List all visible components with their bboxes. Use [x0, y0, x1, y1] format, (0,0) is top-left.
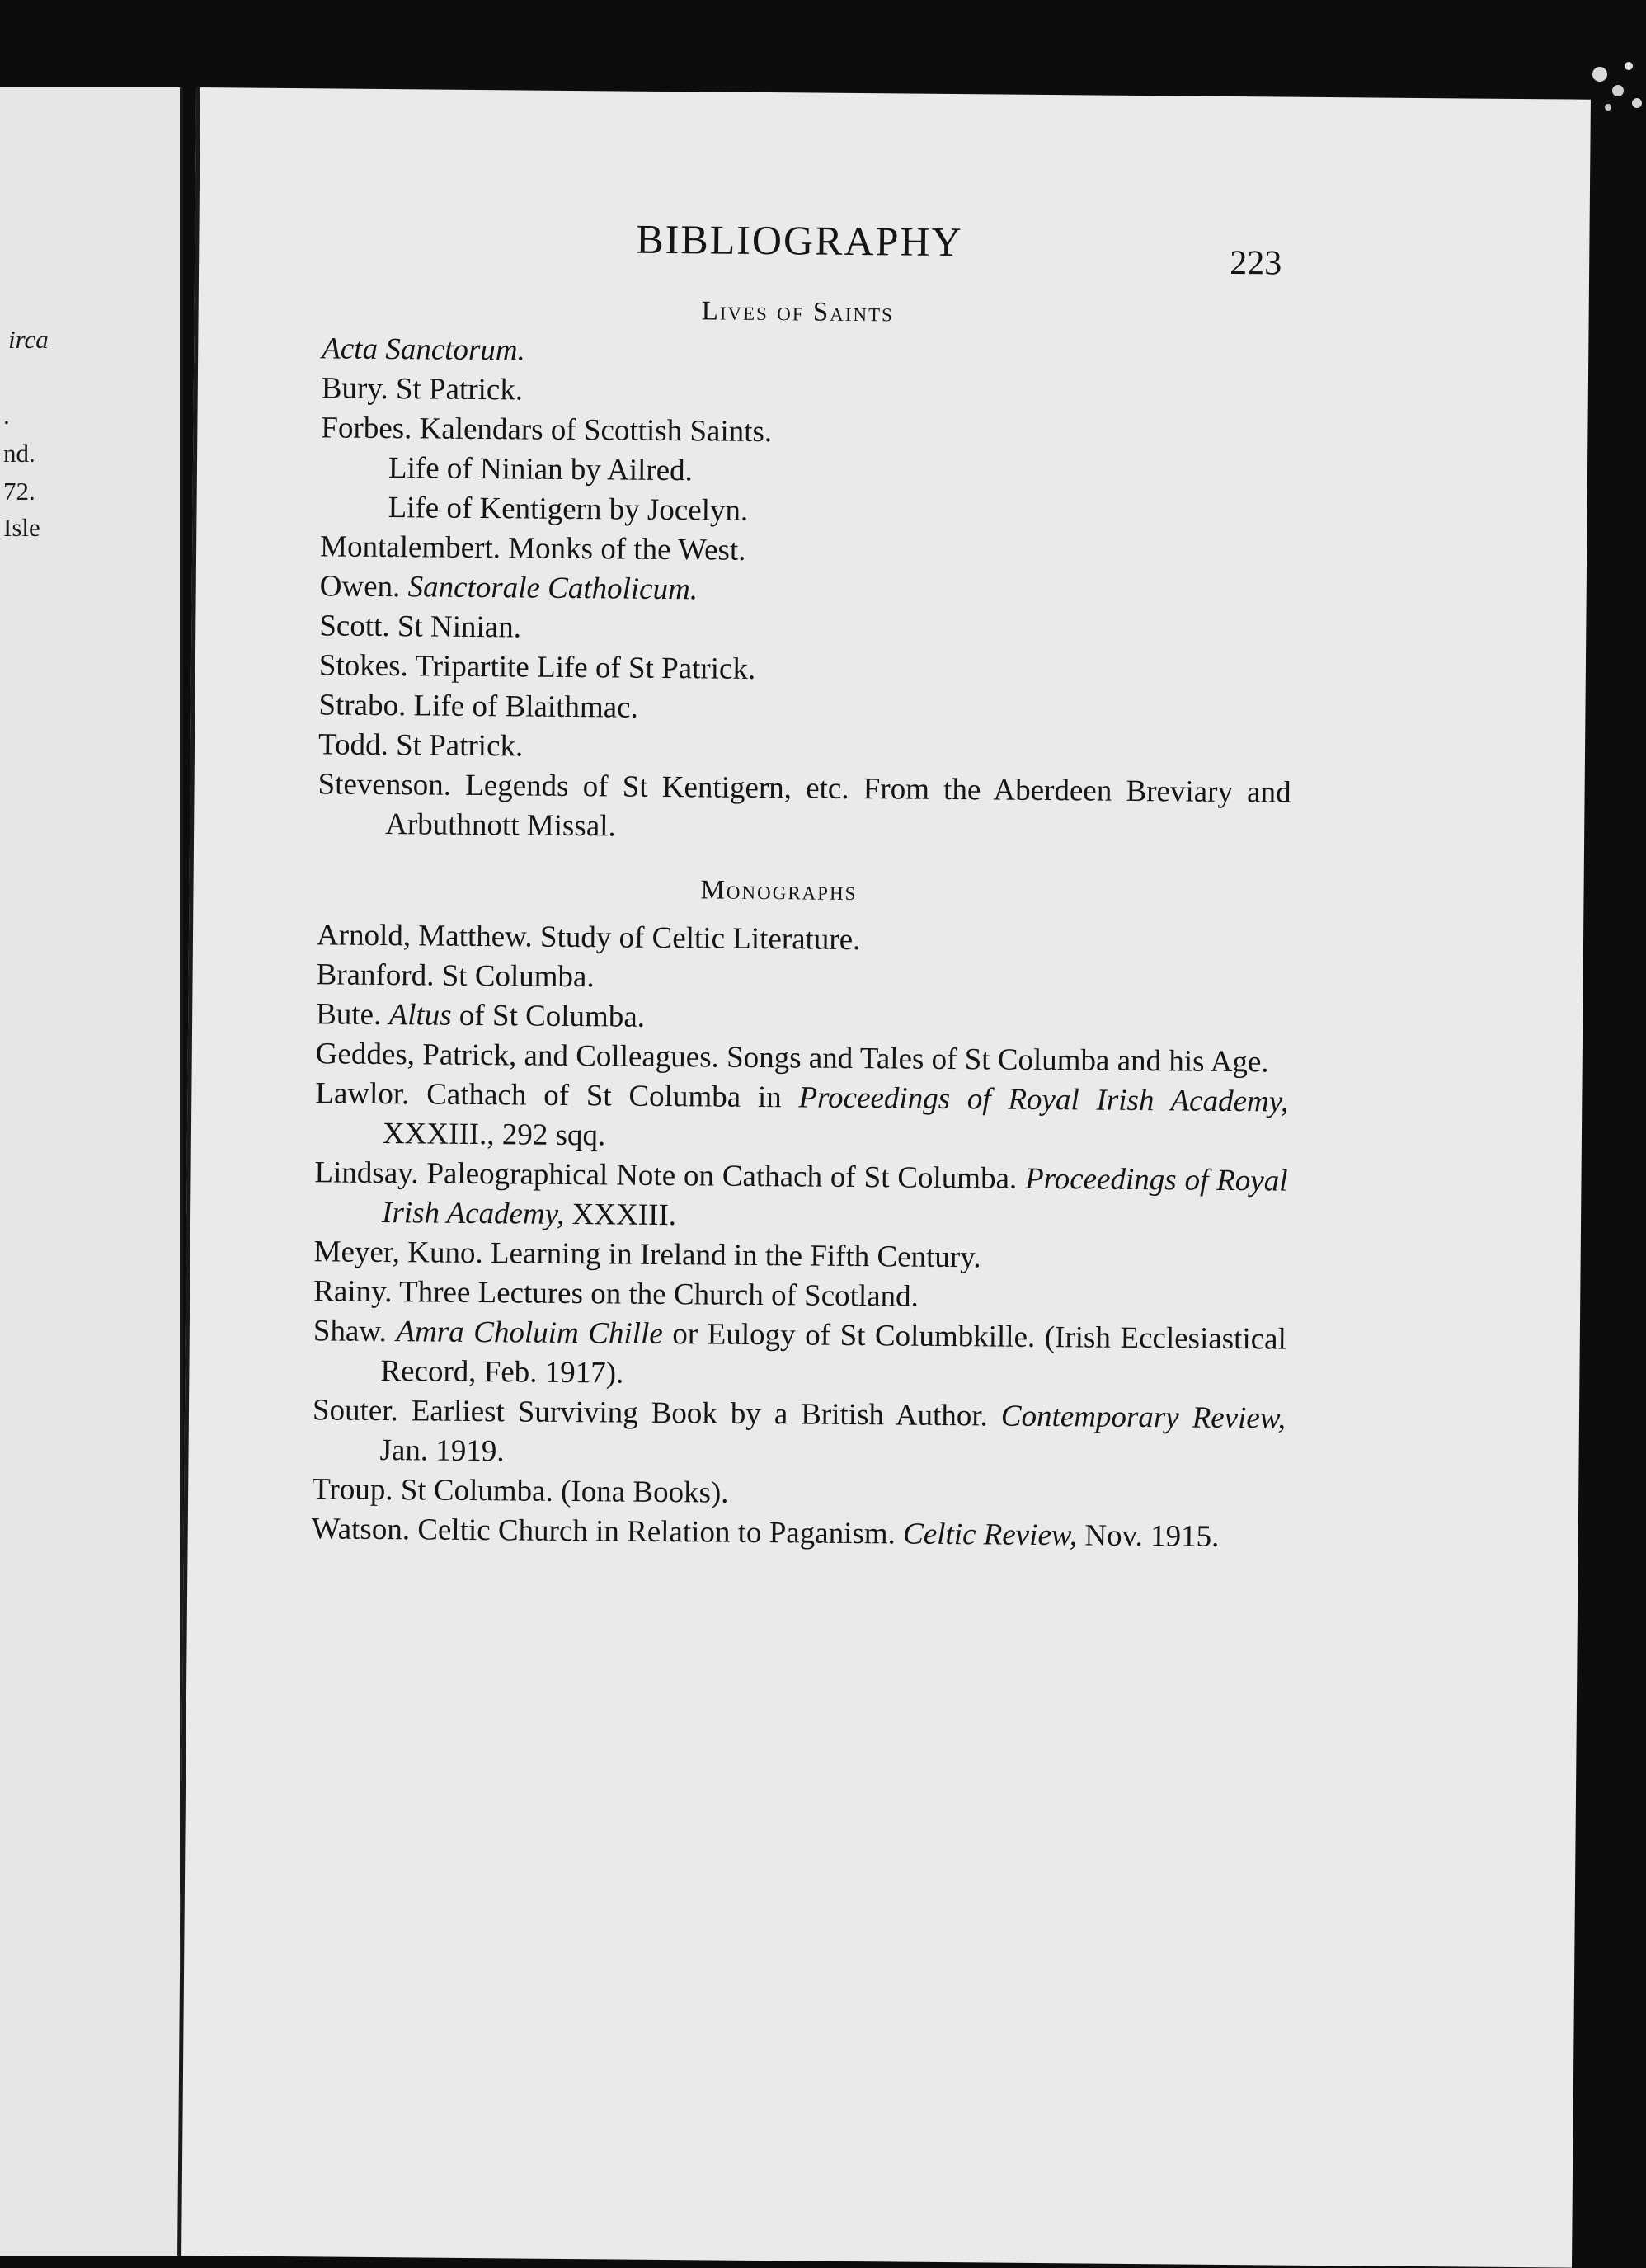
running-head: BIBLIOGRAPHY	[636, 215, 963, 266]
entry-text: of St Columba.	[459, 999, 645, 1034]
entry-text: Three Lectures on the Church of Scotland.	[399, 1275, 919, 1313]
entry-author: Branford.	[316, 958, 434, 992]
entry-title: Proceedings of Royal Irish Academy,	[382, 1162, 1288, 1231]
entry-text: St Patrick.	[396, 372, 524, 407]
entry-author: Bury.	[322, 371, 388, 406]
bibliography-entry	[312, 1390, 1286, 1478]
section-heading-monographs: Monographs	[700, 875, 857, 907]
entry-text: St Columba.	[442, 959, 595, 995]
bibliography-entry	[312, 1509, 1285, 1557]
entry-author: Montalembert.	[320, 529, 501, 565]
scan-speck	[1632, 98, 1642, 108]
entry-title: Amra Choluim Chille	[396, 1315, 663, 1351]
scan-speck	[1612, 85, 1624, 96]
entry-author: Troup.	[312, 1472, 393, 1507]
section-heading-lives-of-saints: Lives of Saints	[701, 296, 894, 328]
entry-text: Tripartite Life of St Patrick.	[415, 649, 755, 686]
entry-text: Celtic Church in Relation to Paganism.	[417, 1513, 896, 1550]
monographs-list	[312, 915, 1291, 1557]
entry-author: Souter.	[313, 1393, 398, 1428]
entry-text: Study of Celtic Literature.	[540, 920, 861, 957]
entry-text: Paleographical Note on Cathach of St Columba.	[426, 1156, 1017, 1195]
entry-text: Kalendars of Scottish Saints.	[419, 412, 772, 449]
entry-text: Life of Ninian by Ailred.	[388, 451, 693, 487]
entry-title: Contemporary Review,	[1001, 1400, 1286, 1436]
entry-author: Strabo.	[318, 688, 406, 722]
entry-text: Earliest Surviving Book by a British Author.	[412, 1394, 988, 1433]
bibliography-entry	[313, 1311, 1286, 1399]
scan-speck	[1625, 62, 1633, 70]
bibliography-entry	[315, 1074, 1289, 1161]
entry-author: Geddes, Patrick, and Colleagues.	[316, 1037, 719, 1074]
entry-text: Monks of the West.	[508, 531, 746, 567]
entry-author: Watson.	[312, 1512, 411, 1546]
entry-text: Legends of St Kentigern, etc. From the Aberdeen Breviary and Arbuthnott Missal.	[385, 769, 1291, 844]
entry-text: Jan. 1919.	[379, 1433, 504, 1468]
entry-text: Nov. 1915.	[1084, 1518, 1219, 1553]
entry-text: or Eulogy of St Columbkille. (Irish Ecclesiastical Record, Feb. 1917).	[380, 1317, 1286, 1390]
entry-text: Songs and Tales of St Columba and his Age.	[727, 1041, 1269, 1080]
lives-of-saints-list	[317, 329, 1295, 852]
entry-text: Cathach of St Columba in	[426, 1077, 782, 1114]
entry-title: Proceedings of Royal Irish Academy,	[798, 1080, 1288, 1118]
entry-author: Stevenson.	[317, 767, 451, 802]
entry-author: Scott.	[319, 609, 390, 643]
left-fragment: .	[3, 402, 10, 428]
bibliography-entry	[317, 765, 1291, 852]
right-page	[177, 87, 1591, 2268]
entry-title: Sanctorale Catholicum.	[407, 570, 698, 606]
entry-text: St Columba. (Iona Books).	[401, 1473, 729, 1509]
entry-author: Shaw.	[313, 1314, 387, 1348]
scan-speck	[1592, 67, 1607, 82]
entry-title: Celtic Review,	[903, 1517, 1077, 1553]
entry-text: XXXIII., 292 sqq.	[383, 1117, 606, 1152]
entry-author: Bute.	[316, 997, 381, 1032]
bibliography-entry	[314, 1153, 1288, 1240]
entry-text: Life of Blaithmac.	[413, 689, 638, 724]
entry-text: Learning in Ireland in the Fifth Century.	[491, 1236, 981, 1274]
entry-author: Rainy.	[313, 1274, 393, 1309]
scan-speck	[1605, 104, 1611, 111]
entry-author: Owen.	[320, 569, 401, 604]
entry-author: Lawlor.	[315, 1076, 409, 1111]
entry-title: Acta Sanctorum.	[322, 332, 525, 367]
left-page-edge	[0, 87, 183, 2256]
left-fragment: irca	[8, 327, 49, 352]
entry-text: St Patrick.	[396, 728, 524, 763]
entry-author: Stokes.	[319, 648, 408, 683]
entry-author: Todd.	[318, 727, 388, 762]
left-fragment: nd.	[3, 440, 35, 466]
page-number: 223	[1230, 243, 1282, 284]
entry-text: St Ninian.	[397, 609, 521, 644]
entry-title: Altus	[388, 998, 451, 1033]
left-fragment: Isle	[3, 515, 40, 540]
entry-author: Arnold, Matthew.	[317, 918, 533, 953]
left-fragment: 72.	[3, 478, 35, 504]
entry-text: XXXIII.	[571, 1198, 676, 1232]
entry-author: Forbes.	[321, 411, 412, 445]
entry-author: Meyer, Kuno.	[314, 1235, 483, 1270]
entry-author: Lindsay.	[314, 1155, 418, 1190]
entry-text: Life of Kentigern by Jocelyn.	[388, 491, 748, 528]
